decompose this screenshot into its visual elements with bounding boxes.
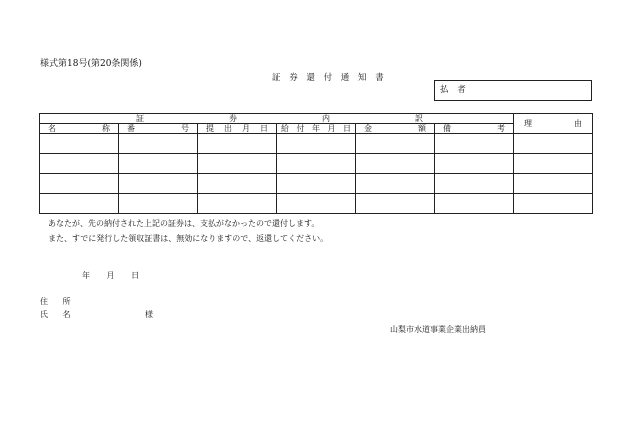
securities-table: [39, 113, 593, 214]
issuer-name: 山梨市水道事業企業出納員: [390, 325, 486, 334]
table-row: [40, 134, 593, 154]
column-amount: 金 額: [356, 124, 435, 134]
table-row: [40, 174, 593, 194]
payer-box: [434, 80, 592, 101]
honorific: 様: [145, 310, 153, 319]
table-row: [40, 194, 593, 214]
securities-breakdown-header: 証 券 内 訳: [40, 114, 514, 124]
reason-header: 理 由: [514, 114, 593, 134]
notice-message-line2: また、すでに発行した領収証書は、無効になりますので、返還してください。: [48, 234, 329, 243]
column-remarks: 備 考: [435, 124, 514, 134]
column-name: 名 称: [40, 124, 119, 134]
document-title: 証 券 還 付 通 知 書: [272, 73, 387, 83]
column-payment-date: 給 付 年 月 日: [277, 124, 356, 134]
name-label: 氏 名: [40, 310, 77, 319]
column-submit-date: 提 出 月 日: [198, 124, 277, 134]
table-row: [40, 154, 593, 174]
column-number: 番 号: [119, 124, 198, 134]
form-number: 様式第18号(第20条関係): [40, 59, 142, 69]
payer-label: 払 者: [440, 85, 469, 95]
date-line: 年 月 日: [82, 271, 140, 280]
address-label: 住 所: [40, 297, 77, 306]
notice-message-line1: あなたが、先の納付された上記の証券は、支払がなかったので還付します。: [48, 219, 320, 228]
